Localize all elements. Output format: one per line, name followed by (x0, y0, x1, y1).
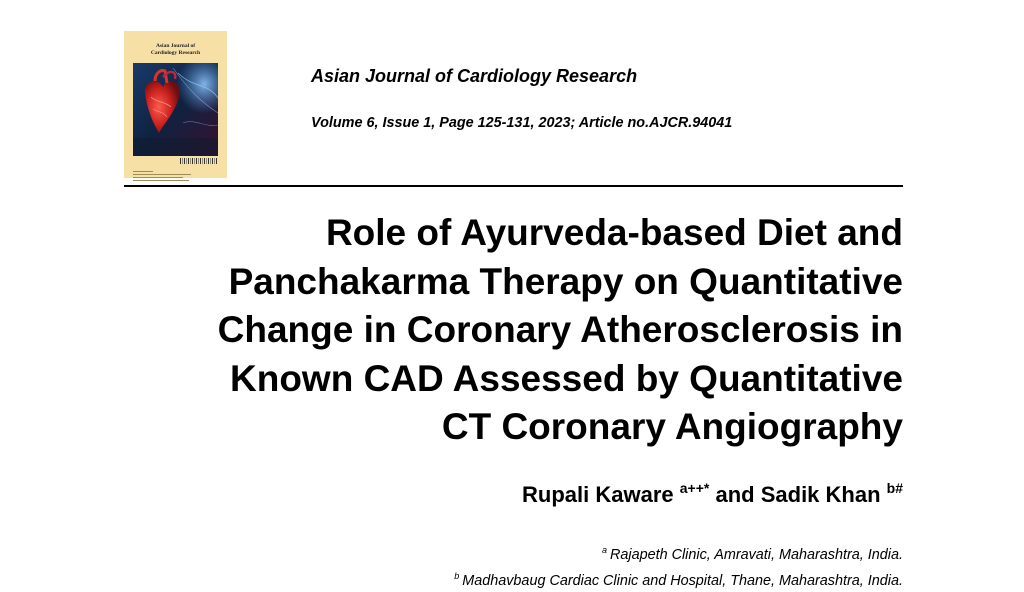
affiliation-item (454, 566, 903, 592)
cover-title-line: Cardiology Research (150, 49, 201, 56)
article-title (123, 209, 903, 452)
author-affiliation-marks: a++* (679, 480, 710, 496)
affiliation-item (454, 540, 903, 566)
journal-name: Asian Journal of Cardiology Research (311, 66, 638, 86)
title-line: Known CAD Assessed by Quantitative (230, 357, 903, 399)
affiliation-mark: a (601, 545, 607, 555)
affiliation-text: Rajapeth Clinic, Amravati, Maharashtra, India. (609, 547, 903, 563)
author-affiliation-marks: b# (886, 480, 903, 496)
affiliation-text: Madhavbaug Cardiac Clinic and Hospital, Thane, Maharashtra, India. (462, 573, 903, 589)
title-line: Role of Ayurveda-based Diet and (325, 212, 903, 253)
affiliation-mark: b (454, 571, 460, 581)
heart-illustration-svg (133, 63, 218, 156)
barcode-graphic (180, 158, 218, 164)
title-line: Change in Coronary Atherosclerosis in (217, 309, 903, 350)
heart-anatomy-illustration (133, 63, 218, 156)
author-list (522, 480, 903, 508)
affiliation-list (454, 540, 903, 592)
header-divider (124, 185, 903, 187)
author-connector: and (715, 482, 755, 507)
author-name: Rupali Kaware (522, 482, 674, 507)
author-name: Sadik Khan (760, 482, 881, 507)
journal-cover-image (124, 31, 227, 178)
cover-title (124, 43, 227, 56)
title-line: CT Coronary Angiography (441, 406, 903, 447)
title-line: Panchakarma Therapy on Quantitative (228, 260, 903, 302)
cover-fine-print (133, 171, 193, 183)
journal-citation: Volume 6, Issue 1, Page 125-131, 2023; Article no.AJCR.94041 (311, 115, 733, 131)
cover-title-line: Asian Journal of (155, 43, 196, 49)
